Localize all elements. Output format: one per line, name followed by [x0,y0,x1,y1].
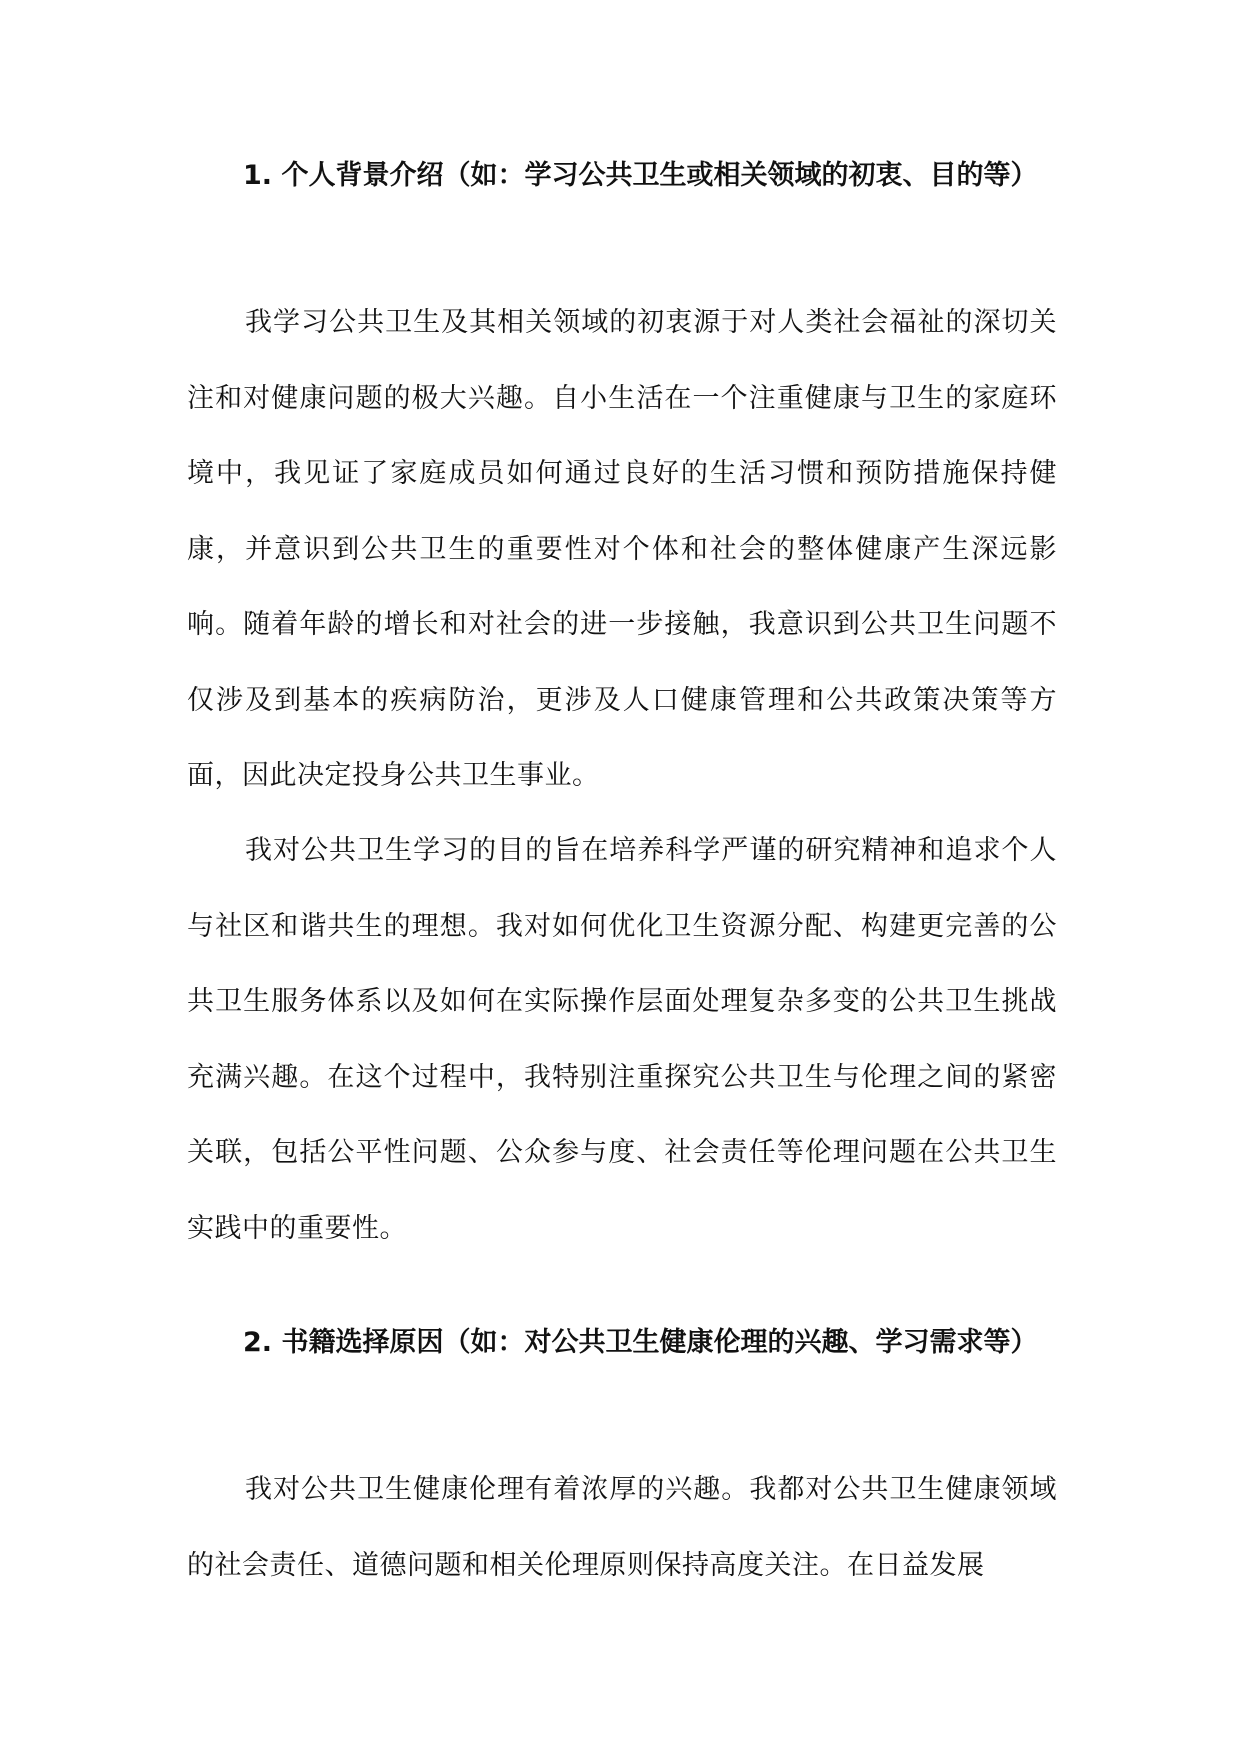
section-2-paragraph-1-block [187,1452,1057,1603]
section-number: 1. [243,160,273,191]
body-paragraph: 我对公共卫生学习的目的旨在培养科学严谨的研究精神和追求个人与社区和谐共生的理想。我对如何优化卫生资源分配、构建更完善的公共卫生服务体系以及如何在实际操作层面处理复杂多变的公共卫生挑战充满兴趣。在这个过程中，我特别注重探究公共卫生与伦理之间的紧密关联，包括公平性问题、公众参与度、社会责任等伦理问题在公共卫生实践中的重要性。 [187,835,1057,1244]
body-paragraph: 我学习公共卫生及其相关领域的初衷源于对人类社会福祉的深切关注和对健康问题的极大兴趣。自小生活在一个注重健康与卫生的家庭环境中，我见证了家庭成员如何通过良好的生活习惯和预防措施保持健康，并意识到公共卫生的重要性对个体和社会的整体健康产生深远影响。随着年龄的增长和对社会的进一步接触，我意识到公共卫生问题不仅涉及到基本的疾病防治，更涉及人口健康管理和公共政策决策等方面，因此决定投身公共卫生事业。 [187,307,1057,791]
section-heading [187,1305,1057,1380]
section-1-paragraph-2-block [187,813,1057,1266]
section-heading [187,138,1057,213]
body-paragraph: 我对公共卫生健康伦理有着浓厚的兴趣。我都对公共卫生健康领域的社会责任、道德问题和相关伦理原则保持高度关注。在日益发展 [187,1474,1057,1581]
section-heading-text: 个人背景介绍（如：学习公共卫生或相关领域的初衷、目的等） [281,160,1038,191]
section-2-heading-block [187,1305,1057,1380]
section-heading-text: 书籍选择原因（如：对公共卫生健康伦理的兴趣、学习需求等） [281,1327,1038,1358]
section-1-paragraph-1-block [187,285,1057,814]
section-1-heading-block [187,138,1057,213]
section-number: 2. [243,1327,273,1358]
